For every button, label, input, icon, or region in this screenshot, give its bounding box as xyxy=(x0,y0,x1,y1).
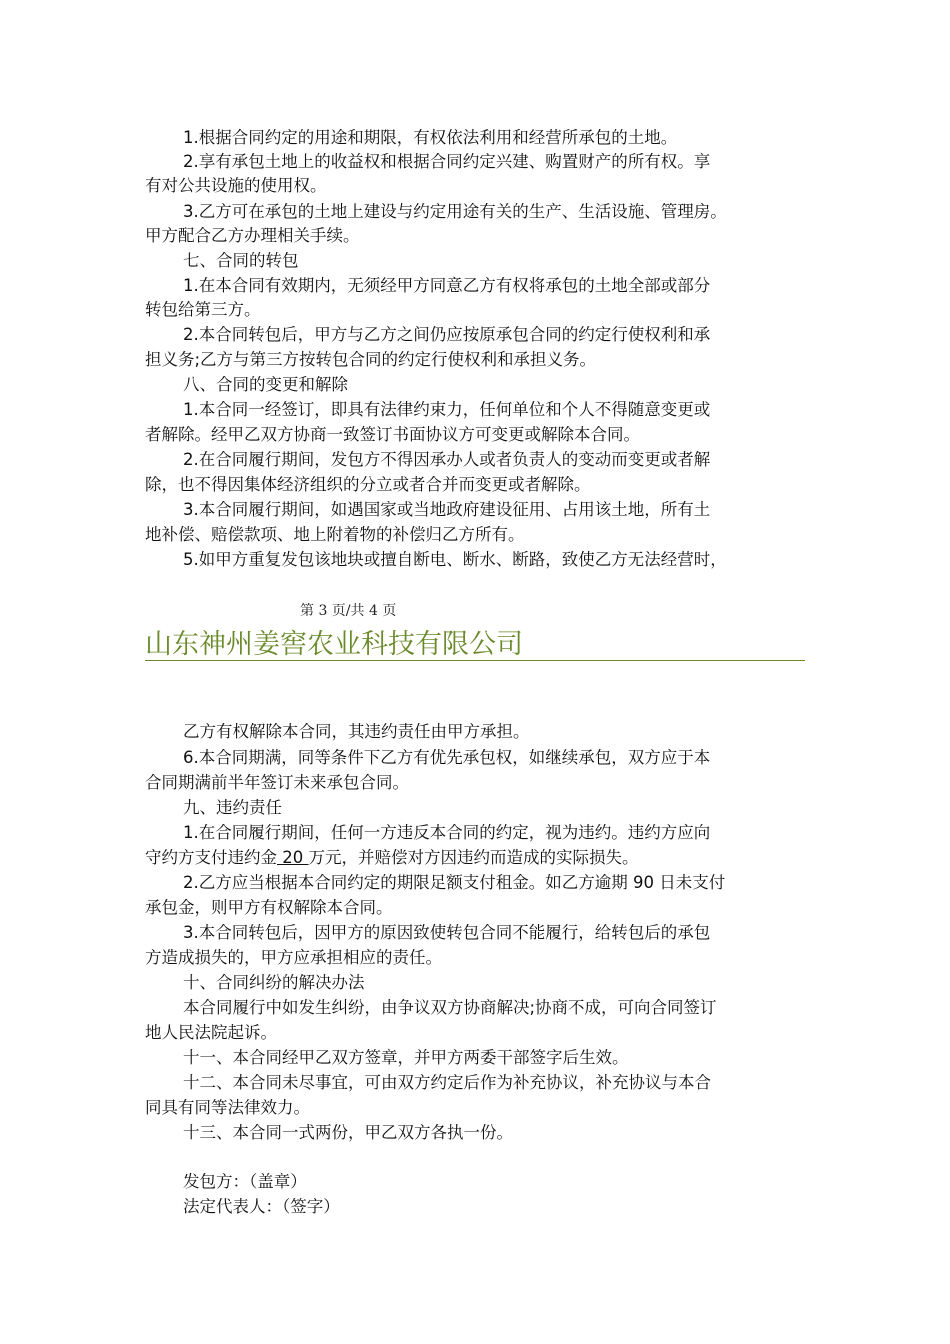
company-header: 山东神州姜窖农业科技有限公司 xyxy=(145,629,523,660)
section-heading: 十、合同纠纷的解决办法 xyxy=(183,973,365,992)
text-line: 乙方有权解除本合同，其违约责任由甲方承担。 xyxy=(183,722,530,741)
text-line: 3.乙方可在承包的土地上建设与约定用途有关的生产、生活设施、管理房。 xyxy=(183,202,727,221)
page-number-footer: 第 3 页/共 4 页 xyxy=(300,603,397,619)
text-line: 十三、本合同一式两份，甲乙双方各执一份。 xyxy=(183,1123,513,1142)
issuer-signature-label: 发包方：（盖章） xyxy=(183,1172,307,1191)
representative-signature-label: 法定代表人：（签字） xyxy=(183,1197,340,1216)
text-line: 担义务;乙方与第三方按转包合同的约定行使权利和承担义务。 xyxy=(145,350,597,369)
header-rule xyxy=(145,660,805,661)
penalty-text-before: 守约方支付违约金 xyxy=(145,848,277,867)
text-line: 本合同履行中如发生纠纷，由争议双方协商解决;协商不成，可向合同签订 xyxy=(183,998,717,1017)
section-heading: 八、合同的变更和解除 xyxy=(183,375,348,394)
text-line: 方造成损失的，甲方应承担相应的责任。 xyxy=(145,948,442,967)
text-line: 转包给第三方。 xyxy=(145,300,261,319)
text-line: 除，也不得因集体经济组织的分立或者合并而变更或者解除。 xyxy=(145,475,591,494)
section-heading: 九、违约责任 xyxy=(183,798,282,817)
text-line: 十一、本合同经甲乙双方签章，并甲方两委干部签字后生效。 xyxy=(183,1048,629,1067)
text-line: 承包金，则甲方有权解除本合同。 xyxy=(145,898,393,917)
text-line: 6.本合同期满，同等条件下乙方有优先承包权，如继续承包，双方应于本 xyxy=(183,748,711,767)
text-line: 1.根据合同约定的用途和期限，有权依法利用和经营所承包的土地。 xyxy=(183,128,678,147)
text-line: 有对公共设施的使用权。 xyxy=(145,176,327,195)
penalty-text-after: 万元，并赔偿对方因违约而造成的实际损失。 xyxy=(308,848,639,867)
text-line: 合同期满前半年签订未来承包合同。 xyxy=(145,773,409,792)
text-line: 地补偿、赔偿款项、地上附着物的补偿归乙方所有。 xyxy=(145,525,525,544)
text-line: 1.在本合同有效期内，无须经甲方同意乙方有权将承包的土地全部或部分 xyxy=(183,276,711,295)
text-line: 1.在合同履行期间，任何一方违反本合同的约定，视为违约。违约方应向 xyxy=(183,823,711,842)
text-line: 同具有同等法律效力。 xyxy=(145,1098,310,1117)
text-line: 2.乙方应当根据本合同约定的期限足额支付租金。如乙方逾期 90 日未支付 xyxy=(183,873,726,892)
text-line: 地人民法院起诉。 xyxy=(145,1023,277,1042)
penalty-amount: 20 xyxy=(277,848,309,867)
text-line: 3.本合同履行期间，如遇国家或当地政府建设征用、占用该土地，所有土 xyxy=(183,500,711,519)
text-line: 十二、本合同未尽事宜，可由双方约定后作为补充协议，补充协议与本合 xyxy=(183,1073,711,1092)
text-line: 3.本合同转包后，因甲方的原因致使转包合同不能履行，给转包后的承包 xyxy=(183,923,711,942)
section-heading: 七、合同的转包 xyxy=(183,251,299,270)
text-line: 2.本合同转包后，甲方与乙方之间仍应按原承包合同的约定行使权利和承 xyxy=(183,325,711,344)
text-line: 甲方配合乙方办理相关手续。 xyxy=(145,226,360,245)
penalty-line xyxy=(145,846,639,870)
text-line: 1.本合同一经签订，即具有法律约束力，任何单位和个人不得随意变更或 xyxy=(183,400,711,419)
text-line: 者解除。经甲乙双方协商一致签订书面协议方可变更或解除本合同。 xyxy=(145,425,640,444)
text-line: 2.享有承包土地上的收益权和根据合同约定兴建、购置财产的所有权。享 xyxy=(183,152,711,171)
text-line: 5.如甲方重复发包该地块或擅自断电、断水、断路，致使乙方无法经营时， xyxy=(183,550,727,569)
text-line: 2.在合同履行期间，发包方不得因承办人或者负责人的变动而变更或者解 xyxy=(183,450,711,469)
